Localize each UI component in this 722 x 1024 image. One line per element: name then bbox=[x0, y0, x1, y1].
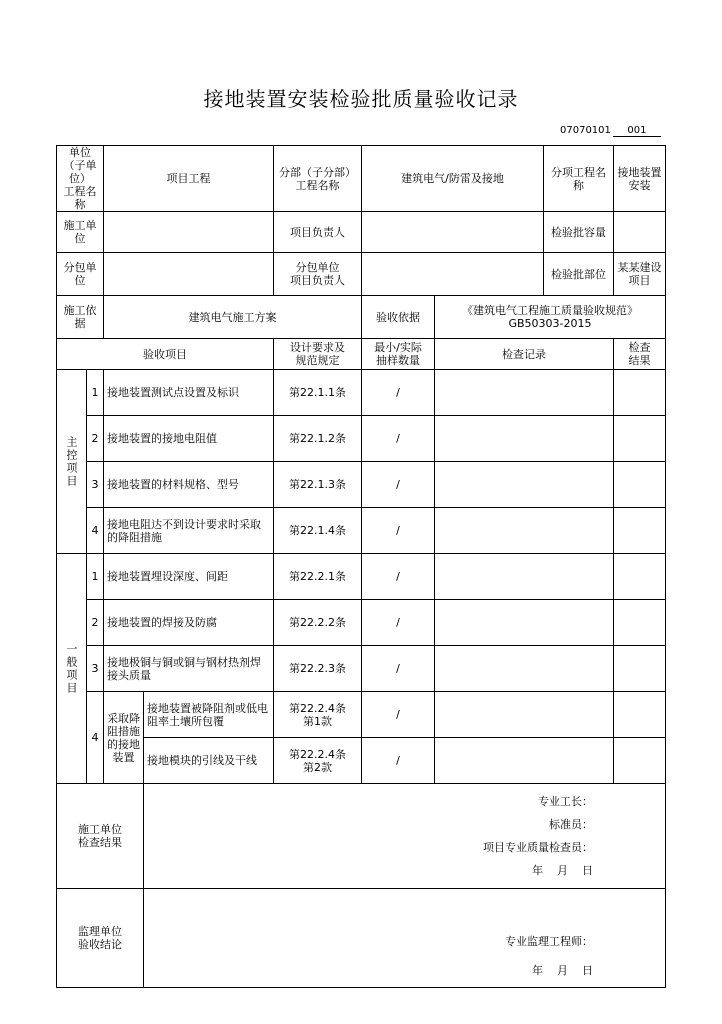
general-item-no: 3 bbox=[87, 646, 104, 692]
general-item-sub-record bbox=[435, 692, 614, 738]
general-item-no: 2 bbox=[87, 600, 104, 646]
main-item-text: 接地电阻达不到设计要求时采取的降阻措施 bbox=[104, 508, 274, 554]
acceptance-basis-value: 《建筑电气工程施工质量验收规范》 GB50303-2015 bbox=[435, 296, 666, 339]
main-item-result bbox=[614, 462, 666, 508]
main-item-sample: / bbox=[362, 416, 435, 462]
acceptance-basis-label: 验收依据 bbox=[362, 296, 435, 339]
subcontractor-label: 分包单位 bbox=[57, 253, 104, 296]
item-name-value: 接地装置安装 bbox=[614, 146, 666, 212]
batch-location-value: 某某建设项目 bbox=[614, 253, 666, 296]
main-item-text: 接地装置的接地电阻值 bbox=[104, 416, 274, 462]
main-item-result bbox=[614, 370, 666, 416]
quality-inspector-label: 项目专业质量检查员： bbox=[483, 841, 593, 854]
general-item-sub-sample: / bbox=[362, 738, 435, 784]
sub-manager-value bbox=[362, 253, 544, 296]
main-item-spec: 第22.1.1条 bbox=[274, 370, 362, 416]
general-item-no: 4 bbox=[87, 692, 104, 784]
main-item-spec: 第22.1.4条 bbox=[274, 508, 362, 554]
main-item-sample: / bbox=[362, 508, 435, 554]
general-item-text: 接地极铜与铜或铜与钢材热剂焊接头质量 bbox=[104, 646, 274, 692]
subdivision-value: 建筑电气/防雷及接地 bbox=[362, 146, 544, 212]
general-item-spec: 第22.2.1条 bbox=[274, 554, 362, 600]
general-item-text: 接地装置的焊接及防腐 bbox=[104, 600, 274, 646]
supervisor-label: 监理单位 验收结论 bbox=[57, 889, 144, 988]
col-item-header: 验收项目 bbox=[57, 339, 274, 370]
col-record-header: 检查记录 bbox=[435, 339, 614, 370]
main-item-text: 接地装置测试点设置及标识 bbox=[104, 370, 274, 416]
main-item-no: 2 bbox=[87, 416, 104, 462]
general-item-result bbox=[614, 600, 666, 646]
standard-officer-label: 标准员： bbox=[549, 818, 593, 831]
supervisor-signatures bbox=[144, 889, 666, 988]
supervising-engineer-label: 专业监理工程师： bbox=[505, 935, 593, 948]
project-manager-value bbox=[362, 212, 544, 253]
col-sample-header: 最小/实际 抽样数量 bbox=[362, 339, 435, 370]
batch-location-label: 检验批部位 bbox=[544, 253, 614, 296]
batch-capacity-value bbox=[614, 212, 666, 253]
form-code-number: 001 bbox=[613, 125, 661, 137]
main-item-record bbox=[435, 508, 614, 554]
main-item-sample: / bbox=[362, 462, 435, 508]
main-item-record bbox=[435, 462, 614, 508]
unit-name-value: 项目工程 bbox=[104, 146, 274, 212]
page-title: 接地装置安装检验批质量验收记录 bbox=[203, 87, 519, 111]
general-item-sample: / bbox=[362, 554, 435, 600]
builder-check-label: 施工单位 检查结果 bbox=[57, 784, 144, 889]
batch-capacity-label: 检验批容量 bbox=[544, 212, 614, 253]
general-item-result bbox=[614, 554, 666, 600]
form-code-prefix: 07070101 bbox=[560, 125, 611, 136]
builder-check-signatures bbox=[144, 784, 666, 889]
main-group-label: 主控项目 bbox=[57, 370, 87, 554]
builder-value bbox=[104, 212, 274, 253]
general-item-spec: 第22.2.3条 bbox=[274, 646, 362, 692]
main-item-spec: 第22.1.3条 bbox=[274, 462, 362, 508]
supervisor-date: 年 月 日 bbox=[532, 964, 593, 977]
construction-basis-value: 建筑电气施工方案 bbox=[104, 296, 362, 339]
project-manager-label: 项目负责人 bbox=[274, 212, 362, 253]
main-item-no: 1 bbox=[87, 370, 104, 416]
general-item-record bbox=[435, 600, 614, 646]
sub-manager-label: 分包单位 项目负责人 bbox=[274, 253, 362, 296]
general-item-sub-text: 接地模块的引线及干线 bbox=[144, 738, 274, 784]
general-item-result bbox=[614, 646, 666, 692]
main-item-spec: 第22.1.2条 bbox=[274, 416, 362, 462]
item-name-label: 分项工程名称 bbox=[544, 146, 614, 212]
builder-label: 施工单位 bbox=[57, 212, 104, 253]
general-item-record bbox=[435, 554, 614, 600]
col-result-header: 检查 结果 bbox=[614, 339, 666, 370]
general-item-sub-result bbox=[614, 692, 666, 738]
unit-name-label: 单位（子单位） 工程名称 bbox=[57, 146, 104, 212]
subcontractor-value bbox=[104, 253, 274, 296]
main-item-no: 3 bbox=[87, 462, 104, 508]
general-group-label: 一般项目 bbox=[57, 554, 87, 784]
general-item-record bbox=[435, 646, 614, 692]
main-item-sample: / bbox=[362, 370, 435, 416]
general-item-sample: / bbox=[362, 600, 435, 646]
main-item-result bbox=[614, 508, 666, 554]
builder-date: 年 月 日 bbox=[532, 864, 593, 877]
main-item-result bbox=[614, 416, 666, 462]
col-spec-header: 设计要求及 规范规定 bbox=[274, 339, 362, 370]
main-item-text: 接地装置的材料规格、型号 bbox=[104, 462, 274, 508]
main-item-no: 4 bbox=[87, 508, 104, 554]
main-item-record bbox=[435, 416, 614, 462]
general-item-sample: / bbox=[362, 646, 435, 692]
general-item4-group: 采取降阻措施的接地装置 bbox=[104, 692, 144, 784]
inspection-table bbox=[56, 145, 666, 988]
construction-basis-label: 施工依据 bbox=[57, 296, 104, 339]
foreman-label: 专业工长： bbox=[538, 795, 593, 808]
subdivision-label: 分部（子分部） 工程名称 bbox=[274, 146, 362, 212]
general-item-sub-spec: 第22.2.4条 第2款 bbox=[274, 738, 362, 784]
general-item-sub-record bbox=[435, 738, 614, 784]
form-code bbox=[560, 125, 666, 137]
general-item-spec: 第22.2.2条 bbox=[274, 600, 362, 646]
general-item-sub-spec: 第22.2.4条 第1款 bbox=[274, 692, 362, 738]
general-item-sub-text: 接地装置被降阻剂或低电阻率土壤所包覆 bbox=[144, 692, 274, 738]
general-item-sub-result bbox=[614, 738, 666, 784]
general-item-no: 1 bbox=[87, 554, 104, 600]
general-item-text: 接地装置埋设深度、间距 bbox=[104, 554, 274, 600]
general-item-sub-sample: / bbox=[362, 692, 435, 738]
main-item-record bbox=[435, 370, 614, 416]
